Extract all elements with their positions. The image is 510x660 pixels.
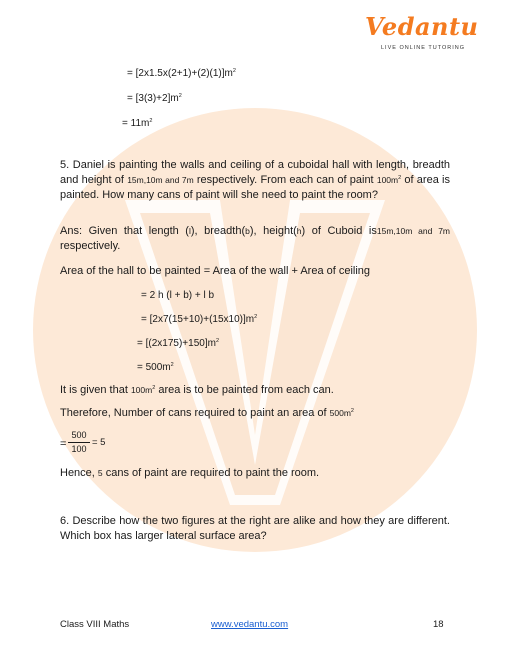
fraction-result: = 5	[92, 437, 106, 448]
prev-solution-line-1: = $[2x1.5x(2+1)+(2)(1)]m^2$	[127, 68, 236, 79]
question-5: 5. Daniel is painting the walls and ceiling of a cuboidal hall with length, breadth and height of 15m,10m and 7m respectively. From each can of paint $100m^2$ of area is painted. How many cans of paint will she need to paint the room?	[60, 159, 450, 201]
logo-tagline: LIVE ONLINE TUTORING	[381, 45, 465, 51]
fraction-numerator: 500	[71, 430, 87, 440]
fraction-bar	[68, 442, 90, 443]
equation-line-3: = $[(2x175)+150]m^2$	[137, 338, 219, 349]
answer-5-given: Ans: Given that length (l), breadth(b), height(h) of Cuboid is15m,10m and 7m respectively.	[60, 225, 451, 252]
equation-line-2: = $[2x7(15+10)+(15x10)]m^2$	[141, 314, 258, 325]
given-statement: It is given that $100m^2$ area is to be painted from each can.	[60, 384, 334, 396]
conclusion: Hence, 5 cans of paint are required to paint the room.	[60, 467, 320, 479]
therefore-statement: Therefore, Number of cans required to paint an area of $500m^2$	[60, 407, 354, 419]
fraction-denominator: 100	[71, 444, 87, 454]
footer-website-link[interactable]: www.vedantu.com	[211, 619, 289, 630]
logo-wordmark: Vedantu	[365, 12, 479, 41]
fraction	[68, 430, 90, 455]
prev-solution-line-3: = $11m^2$	[122, 118, 153, 129]
page-number: 18	[433, 619, 444, 630]
area-definition: Area of the hall to be painted = Area of the wall + Area of ceiling	[60, 265, 371, 277]
vedantu-logo	[365, 12, 485, 56]
prev-solution-line-2: = $[3(3)+2]m^2$	[127, 93, 182, 104]
footer-class-label: Class VIII Maths	[60, 619, 130, 630]
fraction-equals: =	[60, 438, 67, 450]
equation-line-1: = 2 h (l + b) + l b	[141, 290, 215, 301]
equation-line-4: = $500m^2$	[137, 362, 174, 373]
question-6: 6. Describe how the two figures at the right are alike and how they are different. Which box has larger lateral surface area?	[60, 515, 450, 542]
footer-link-wrap	[211, 619, 288, 630]
